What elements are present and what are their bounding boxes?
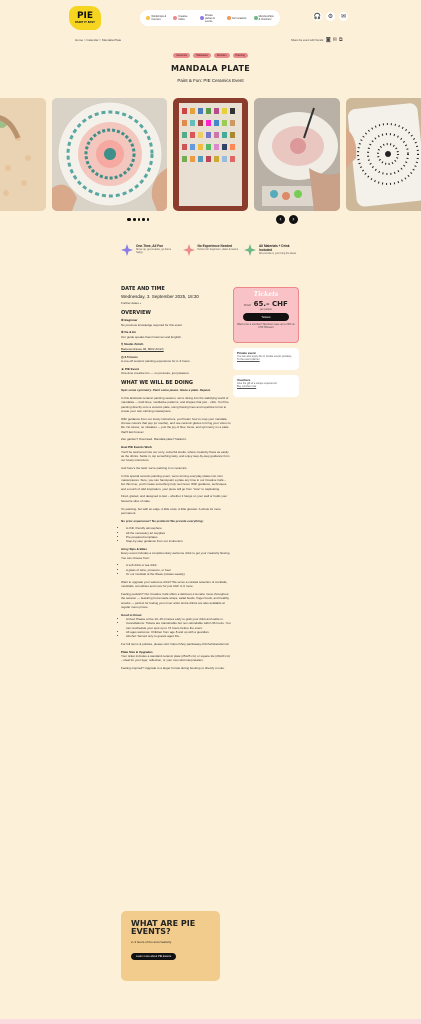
list-item: • Pre-prepared templates [126, 535, 231, 539]
list-item: • Or our Cocktail of the Week (rotates weekly) [126, 572, 231, 576]
further-dates-link[interactable]: Further dates + [121, 301, 142, 305]
overview-label: PIE Event [125, 366, 139, 371]
language-icon: ⚙ [121, 330, 124, 335]
copy-link-icon[interactable]: ⧉ [338, 37, 343, 43]
cafe-icon [173, 16, 177, 20]
carousel-arrows [276, 215, 298, 224]
learn-more-button[interactable]: Learn more about PIE Events [131, 953, 176, 960]
nav-label: Private parties & events [204, 13, 215, 23]
share-label: Share the event with friends: [291, 38, 324, 42]
card-title: Vouchers [237, 378, 251, 382]
email-share-icon[interactable]: ✉ [332, 37, 337, 43]
clock-icon: ◷ [121, 354, 124, 359]
nav-item-workshops[interactable] [146, 15, 166, 21]
doing-paragraph: Every event includes a complimentary welcome drink to get your creativity flowing. You can choose from: [121, 551, 231, 560]
feature-desc: Perfect for beginners, dates & teams. [197, 248, 239, 251]
doing-paragraph: Feeling peckish? Our Creative Café offers a delicious a la carte menu throughout the session — featuring homemade wraps, salad bowls, finger foods, and healthy snacks — perfect for fueling your inner artist. Extra drinks are also available at regular menu prices. [121, 591, 230, 609]
carousel-dot[interactable] [147, 218, 150, 221]
doing-paragraph: In this laid-back ceramic painting session, we're diving into the satisfying world of mandalas — bold lines, meditative patterns, and shapes that just... click. You'll be painting directly onto a ceramic plate, using flowing lines and repetitive forms to create your own calming masterpiece. [121, 396, 229, 413]
headset-icon[interactable]: 🎧 [313, 13, 322, 20]
carousel-next-button[interactable]: › [289, 215, 298, 224]
plate-heading: Plate Size & Upgrades [121, 649, 153, 654]
doing-lead: Spin some symmetry. Paint some peace. Glaze a plate. Repeat. [121, 388, 211, 393]
good-to-know-heading: Good to Know [121, 612, 142, 617]
list-item: • Cancellations: Tickets are transferable but non-refundable within 96 hours. You can reschedule your spot up to 72 hours before the event. [126, 621, 231, 630]
event-planner-link[interactable]: To the event planner [237, 358, 260, 361]
list-item: • A glass of wine, prosecco, or beer [126, 568, 231, 572]
carousel-prev-button[interactable]: ‹ [276, 215, 285, 224]
overview-item [121, 355, 231, 364]
overview-item [121, 330, 231, 339]
settings-icon[interactable]: ⚙ [327, 13, 334, 20]
buy-voucher-link[interactable]: Buy voucher now [237, 385, 257, 388]
overview-item [121, 367, 231, 376]
workshops-icon [146, 16, 150, 20]
price-prefix: from [244, 303, 252, 307]
tag-tableware[interactable]: Tableware [193, 53, 211, 58]
ticket-title: Tickets [253, 291, 279, 298]
list-item: • All the necessary art supplies [126, 531, 231, 535]
header-icons [313, 12, 348, 21]
overview-text: A one-off ceramic painting experience for 2–3 hours. [121, 358, 191, 363]
share-bar [291, 37, 343, 43]
nav-label: Workshops & Courses [151, 15, 167, 21]
private-event-card[interactable] [233, 348, 299, 370]
drinks-list [126, 563, 231, 576]
doing-paragraph: Fired, glazed, and designed to last – whether it hangs on your wall or holds your favourite slice of cake. [121, 494, 228, 503]
list-item: • Alcohol: Served only to guests aged 16+. [126, 634, 231, 638]
overview-text: No previous knowledge required for this event. [121, 322, 183, 327]
nav-label: Our locations [231, 16, 247, 20]
artsy-heading: Artsy Sips & Bites [121, 547, 148, 552]
overview-text: Our guide speaks fluent German and English. [121, 334, 182, 339]
event-date: Wednesday, 3. September 2025, 18:30 [121, 294, 199, 299]
feature-title: One-Time, All Fun [136, 244, 164, 248]
address-link[interactable]: Badenerstrasse 96, 8002 Zürich [121, 346, 164, 351]
event-icon: ☻ [121, 366, 125, 371]
list-item: • A chill, friendly atmosphere [126, 526, 231, 530]
feature-item [121, 244, 178, 256]
carousel-dot[interactable] [133, 218, 136, 221]
doing-heading: WHAT WE WILL BE DOING [121, 380, 194, 387]
doing-paragraph: It's painting, but with an edge. A little code. A little glossier. A whole lot more permanent. [121, 506, 221, 515]
mail-icon[interactable]: ✉ [340, 13, 347, 20]
carousel-dot[interactable] [127, 218, 131, 221]
doing-paragraph: No prior experience? No problem! We provide everything: [121, 518, 204, 523]
date-heading: DATE AND TIME [121, 286, 165, 292]
feature-item [183, 244, 240, 256]
price-value: 65.– CHF [253, 300, 288, 308]
star-burst-icon [121, 244, 133, 256]
whatsapp-icon[interactable]: ◙ [325, 37, 331, 43]
event-details [121, 286, 231, 674]
card-title: Private event [237, 351, 256, 355]
nav-item-memberships[interactable] [254, 15, 274, 21]
party-icon [200, 16, 204, 20]
location-icon [227, 16, 231, 20]
tickets-button[interactable]: Tickets [243, 313, 289, 321]
image-carousel[interactable] [0, 98, 421, 211]
nav-item-creative-cafes[interactable] [173, 15, 193, 21]
carousel-photo-dotted-plate [346, 98, 421, 211]
page-title: MANDALA PLATE [170, 64, 251, 73]
doing-paragraph: With guidance from our lovely instructors, you'll learn how to map your mandala, choose colours that pop (or soothe), and use ceramic glazes to bring your vision to life. No stress, no mistakes — just the joy of flow, focus, and symmetry on a plate that'll last forever. [121, 416, 231, 434]
nav-item-private-parties[interactable] [200, 14, 220, 23]
event-tags [0, 53, 421, 58]
feature-title: All Materials + Drink Included [259, 244, 290, 252]
star-burst-icon [183, 244, 195, 256]
nav-label: Creative Cafés [178, 15, 188, 21]
carousel-photo [0, 98, 46, 211]
supplies-list [126, 526, 231, 543]
membership-icon [254, 16, 258, 20]
policies-link[interactable]: For full terms & policies, please visit: https://shop.paintiteasy.ch/info/tickets/terms/ [121, 641, 229, 646]
pie-logo[interactable] [69, 6, 101, 30]
feature-title: No Experience Needed [197, 244, 233, 248]
location-pin-icon: ⚲ [121, 342, 124, 347]
card-text: Give the gift of a unique experience! [237, 382, 278, 385]
good-to-know-list [126, 617, 231, 638]
nav-item-our-locations[interactable] [227, 16, 247, 20]
logo-text: PIE [76, 11, 94, 21]
page-subtitle: Paint & Fun: PIE Ceramics Event [177, 78, 244, 83]
doing-paragraph: Want to upgrade your welcome drink? We serve a curated selection of cocktails, mocktails, smoothies and more for just CHF 3–6 more. [121, 579, 228, 589]
carousel-photo-painting-hands [254, 98, 340, 211]
tag-ceramics[interactable]: Ceramics [173, 53, 190, 58]
list-item: • A soft drink or tea drink [126, 563, 231, 567]
breadcrumb[interactable]: Home > Calendar > Mandala Plate [75, 38, 122, 42]
nav-label: Memberships & Vouchers [258, 15, 274, 21]
list-item: • Step-by-step guidance from our instructors [126, 539, 231, 543]
star-burst-icon [244, 244, 256, 256]
price-unit: per person [260, 308, 272, 311]
main-nav [140, 10, 280, 26]
booking-sidebar [233, 287, 299, 397]
pie-events-promo [121, 911, 220, 981]
tag-painting[interactable]: Painting [233, 53, 248, 58]
carousel-dots [127, 218, 149, 221]
feature-item [244, 244, 301, 256]
level-icon: ⚙ [121, 318, 124, 323]
carousel-dot[interactable] [138, 218, 141, 221]
list-item: • All ages welcome: Children from age 8 and up with a guardian. [126, 630, 231, 634]
list-item: • Arrival: Please arrive 10–15 minutes early to grab your drink and settle in. [126, 617, 231, 621]
how-heading: How PIE Events Work [121, 445, 152, 450]
doing-paragraph: In this special ceramic painting event, we're turning everyday plates into mini masterpieces. Sure, you can hand-paint a plate any time in our Creative Café – but this time, you'll create something truly next level. With guidance, techniques, and a touch of wild inspiration, your piece will go from "cute" to captivating. [121, 473, 228, 491]
overview-text: One-time creative fun — no pressure, just pleasure. [121, 370, 190, 375]
overview-label: Studio Zürich [124, 342, 144, 347]
overview-item [121, 342, 231, 351]
feature-desc: We provide it, you bring the ideas. [259, 252, 297, 255]
feature-highlights [121, 244, 301, 256]
overview-label: De & En [124, 330, 137, 335]
site-header [0, 0, 421, 36]
doing-paragraph: And here's the twist: we're painting it on ceramics. [121, 465, 188, 470]
feature-desc: Show up, get creative, go home happy. [136, 248, 172, 254]
overview-heading: OVERVIEW [121, 310, 151, 317]
carousel-dot[interactable] [142, 218, 145, 221]
logo-tagline: PAINT IT EASY [75, 21, 95, 24]
doing-paragraph: You'll be welcomed into our cozy, colourful studio, where creativity flows as easily as the drinks. Settle in, sip something tasty, and enjoy step-by-step guidance from our lovely instructors. [121, 449, 230, 463]
voucher-card[interactable] [233, 375, 299, 397]
carousel-photo-paint-shelf [173, 98, 248, 211]
doing-paragraph: Your ticket includes a standard ceramic plate (25x25 cm) or square tile (20x20 cm) – ideal for your tiger, reflection, or your own wild interpretation. [121, 654, 231, 663]
doing-paragraph: Zen garden? Overrated. Mandala plate? Nailed it. [121, 437, 187, 442]
footer-strip [0, 1019, 421, 1024]
membership-note[interactable]: Want to be a member? Members save up to 20% on CHF 65/event [237, 323, 295, 329]
overview-label: Beginner [124, 318, 138, 323]
promo-title: WHAT ARE PIE EVENTS? [131, 919, 196, 936]
ticket-card [233, 287, 299, 343]
carousel-photo-mandala-plate [52, 98, 167, 211]
tag-wooden[interactable]: Wooden [214, 53, 230, 58]
card-text: You can also enjoy this in private events privately. [237, 355, 292, 358]
ticket-price [237, 300, 295, 308]
overview-item [121, 318, 231, 327]
overview-label: 2.5 hours [124, 354, 138, 359]
doing-paragraph: Feeling inspired? Upgrade to a larger format during booking or directly on-site. [121, 666, 225, 671]
promo-subtitle: 2–3 hours of fun and creativity [131, 940, 172, 944]
